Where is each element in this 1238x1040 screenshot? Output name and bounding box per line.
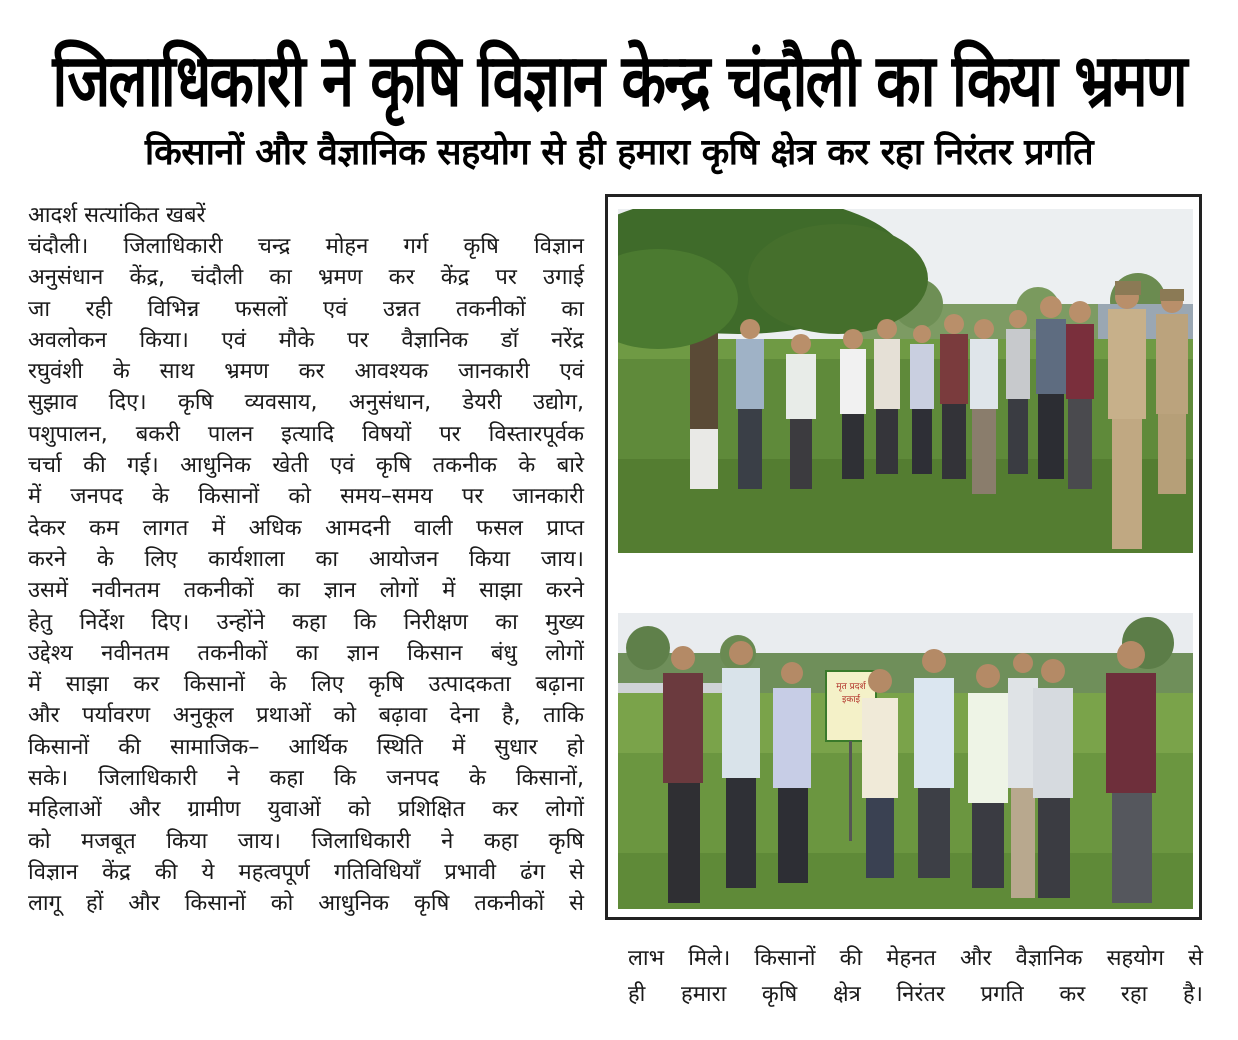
article-body-line: जा रही विभिन्न फसलों एवं उन्नत तकनीकों का [28,296,584,322]
article-body [28,231,584,920]
article-body-line: अनुसंधान केंद्र, चंदौली का भ्रमण कर केंद्र पर उगाई [28,265,584,291]
article-body-line: विज्ञान केंद्र की ये महत्वपूर्ण गतिविधियाँ प्रभावी ढंग से [28,859,584,885]
article-body-line: सुझाव दिए। कृषि व्यवसाय, अनुसंधान, डेयरी उद्योग, [28,390,584,416]
article-continuation-line: लाभ मिले। किसानों की मेहनत और वैज्ञानिक सहयोग से [628,946,1203,971]
article-body-line: किसानों की सामाजिक– आर्थिक स्थिति में सुधार हो [28,734,584,760]
article-body-line: में जनपद के किसानों को समय–समय पर जानकारी [28,484,584,510]
article-body-line: चर्चा की गई। आधुनिक खेती एवं कृषि तकनीक के बारे [28,453,584,479]
headline: जिलाधिकारी ने कृषि विज्ञान केन्द्र चंदौली का किया भ्रमण [52,38,1186,123]
article-body-line: अवलोकन किया। एवं मौके पर वैज्ञानिक डॉ नरेंद्र [28,327,584,353]
article-continuation-line: ही हमारा कृषि क्षेत्र निरंतर प्रगति कर रहा है। [628,982,1203,1007]
article-body-line: को मजबूत किया जाय। जिलाधिकारी ने कहा कृषि [28,828,584,854]
photo-field-inspection-group [618,613,1193,909]
article-body-line: पशुपालन, बकरी पालन इत्यादि विषयों पर विस्तारपूर्वक [28,421,584,447]
article-body-line: रघुवंशी के साथ भ्रमण कर आवश्यक जानकारी एवं [28,359,584,385]
article-body-line: चंदौली। जिलाधिकारी चन्द्र मोहन गर्ग कृषि विज्ञान [28,234,584,259]
article-body-line: हेतु निर्देश दिए। उन्होंने कहा कि निरीक्षण का मुख्य [28,609,584,635]
photo-frame [605,194,1202,920]
sign-board-text: इकाई [841,695,861,705]
article-body-line: और पर्यावरण अनुकूल प्रथाओं को बढ़ावा देना है, ताकि [28,703,584,729]
article-column [28,200,584,920]
article-body-line: महिलाओं और ग्रामीण युवाओं को प्रशिक्षित कर लोगों [28,797,584,823]
article-body-line: लागू हों और किसानों को आधुनिक कृषि तकनीकों से [28,891,584,917]
article-body-line: सके। जिलाधिकारी ने कहा कि जनपद के किसानों, [28,766,584,792]
byline: आदर्श सत्यांकित खबरें [28,203,206,228]
sign-board-text: मृत प्रदर्श [836,682,866,692]
subheadline: किसानों और वैज्ञानिक सहयोग से ही हमारा कृषि क्षेत्र कर रहा निरंतर प्रगति [144,132,1094,173]
photo-field-inspection-tree [618,209,1193,553]
article-body-line: उद्देश्य नवीनतम तकनीकों का ज्ञान किसान बंधु लोगों [28,640,584,666]
article-body-line: देकर कम लागत में अधिक आमदनी वाली फसल प्राप्त [28,515,584,541]
article-body-line: में साझा कर किसानों के लिए कृषि उत्पादकता बढ़ाना [28,672,584,698]
article-continuation [628,941,1203,1013]
article-body-line: करने के लिए कार्यशाला का आयोजन किया जाय। [28,546,584,572]
article-body-line: उसमें नवीनतम तकनीकों का ज्ञान लोगों में साझा करने [28,578,584,604]
